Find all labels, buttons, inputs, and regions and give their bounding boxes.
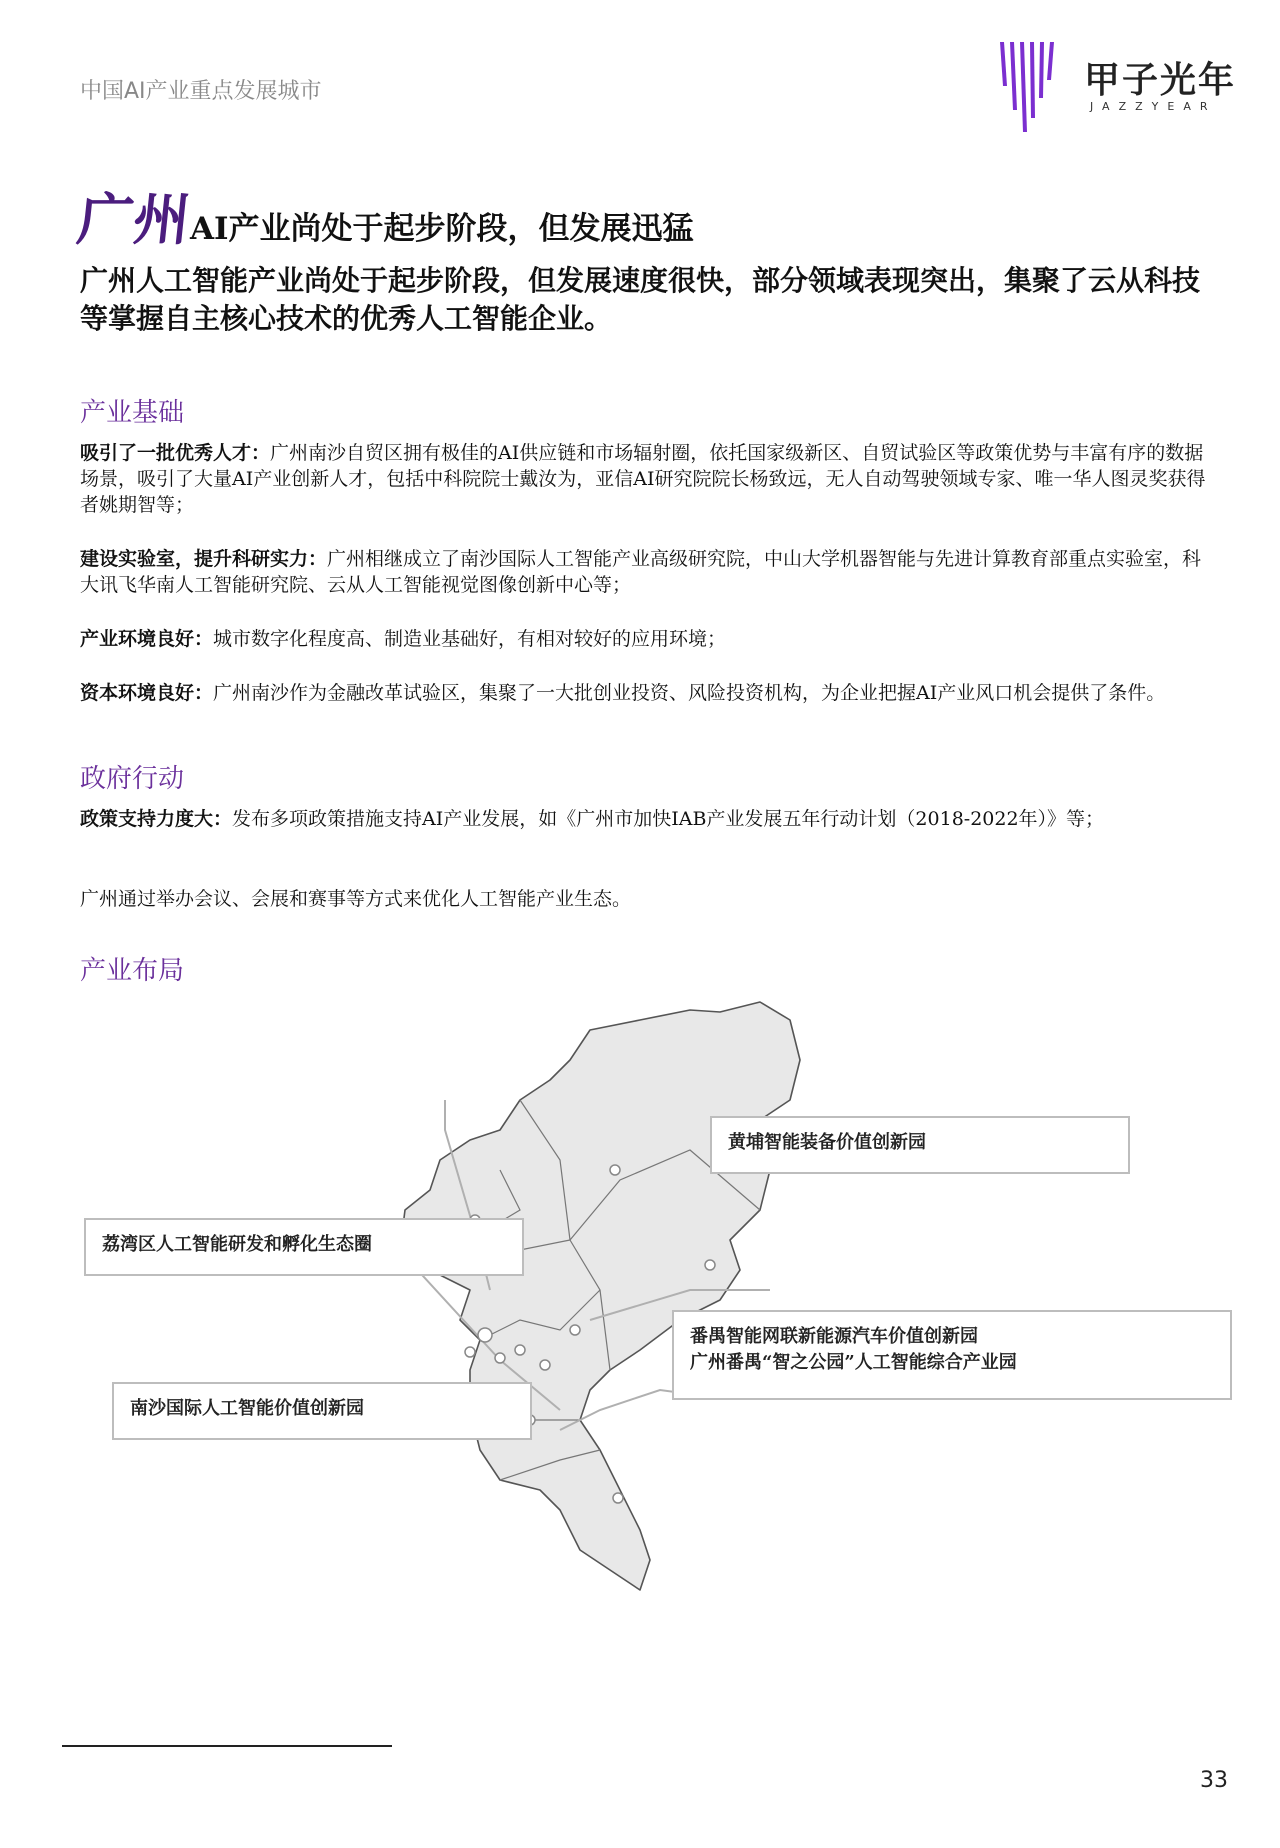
- page-number: 33: [1200, 1768, 1228, 1793]
- item-text: 广州南沙作为金融改革试验区，集聚了一大批创业投资、风险投资机构，为企业把握AI产业风口机会提供了条件。: [213, 682, 1166, 704]
- logo-text-en: JAZZYEAR: [1090, 100, 1217, 113]
- item-text: 发布多项政策措施支持AI产业发展，如《广州市加快IAB产业发展五年行动计划（2018-2022年）》等；: [232, 808, 1105, 830]
- callout-panyu-line2: 广州番禺“智之公园”人工智能综合产业园: [690, 1352, 1017, 1373]
- item-text: 广州南沙自贸区拥有极佳的AI供应链和市场辐射圈，依托国家级新区、自贸试验区等政策优势与丰富有序的数据场景，吸引了大量AI产业创新人才，包括中科院院士戴汝为，亚信AI研究院院长杨致远，无人自动驾驶领域专家、唯一华人图灵奖获得者姚期智等；: [80, 442, 1206, 516]
- item-label: 建设实验室，提升科研实力：: [80, 548, 328, 570]
- item-text: 广州相继成立了南沙国际人工智能产业高级研究院，中山大学机器智能与先进计算教育部重点实验室，科大讯飞华南人工智能研究院、云从人工智能视觉图像创新中心等；: [80, 548, 1202, 596]
- item-label: 资本环境良好：: [80, 682, 214, 704]
- map-marker: [495, 1353, 505, 1363]
- map-outline: [400, 1002, 800, 1590]
- map-marker: [705, 1260, 715, 1270]
- page-title-city: 广州: [74, 187, 194, 253]
- callout-nansha: 南沙国际人工智能价值创新园: [112, 1382, 532, 1440]
- section-heading-layout: 产业布局: [80, 956, 185, 986]
- foundation-item-labs: [80, 546, 1220, 598]
- government-item-events: [80, 886, 1220, 912]
- item-label: 产业环境良好：: [80, 628, 214, 650]
- item-text: 广州通过举办会议、会展和赛事等方式来优化人工智能产业生态。: [80, 888, 632, 910]
- map-marker: [478, 1328, 492, 1342]
- callout-panyu-line1: 番禺智能网联新能源汽车价值创新园: [690, 1326, 978, 1347]
- header-title: 中国AI产业重点发展城市: [80, 79, 322, 104]
- government-item-policy: [80, 806, 1220, 832]
- map-marker: [570, 1325, 580, 1335]
- item-label: 政策支持力度大：: [80, 808, 233, 830]
- map-marker: [613, 1493, 623, 1503]
- callout-huangpu: 黄埔智能装备价值创新园: [710, 1116, 1130, 1174]
- item-label: 吸引了一批优秀人才：: [80, 442, 271, 464]
- section-heading-foundation: 产业基础: [80, 398, 185, 428]
- guangzhou-map: [0, 990, 1280, 1630]
- foundation-item-talent: [80, 440, 1220, 518]
- intro-paragraph: 广州人工智能产业尚处于起步阶段，但发展速度很快，部分领域表现突出，集聚了云从科技等掌握自主核心技术的优秀人工智能企业。: [80, 264, 1201, 335]
- page-title-rest: AI产业尚处于起步阶段，但发展迅猛: [190, 211, 694, 247]
- map-marker: [465, 1347, 475, 1357]
- footnote-divider: [62, 1745, 392, 1747]
- page-title: [74, 176, 694, 253]
- map-marker: [610, 1165, 620, 1175]
- logo-bars-icon: [998, 40, 1058, 136]
- callout-panyu: [672, 1310, 1232, 1400]
- item-text: 城市数字化程度高、制造业基础好，有相对较好的应用环境；: [213, 628, 727, 650]
- foundation-item-capital-env: [80, 680, 1220, 706]
- map-marker: [515, 1345, 525, 1355]
- section-heading-government: 政府行动: [80, 764, 185, 794]
- map-marker: [540, 1360, 550, 1370]
- logo-text-cn: 甲子光年: [1084, 60, 1237, 101]
- foundation-item-industry-env: [80, 626, 1220, 652]
- callout-liwan: 荔湾区人工智能研发和孵化生态圈: [84, 1218, 524, 1276]
- logo: [998, 36, 1238, 136]
